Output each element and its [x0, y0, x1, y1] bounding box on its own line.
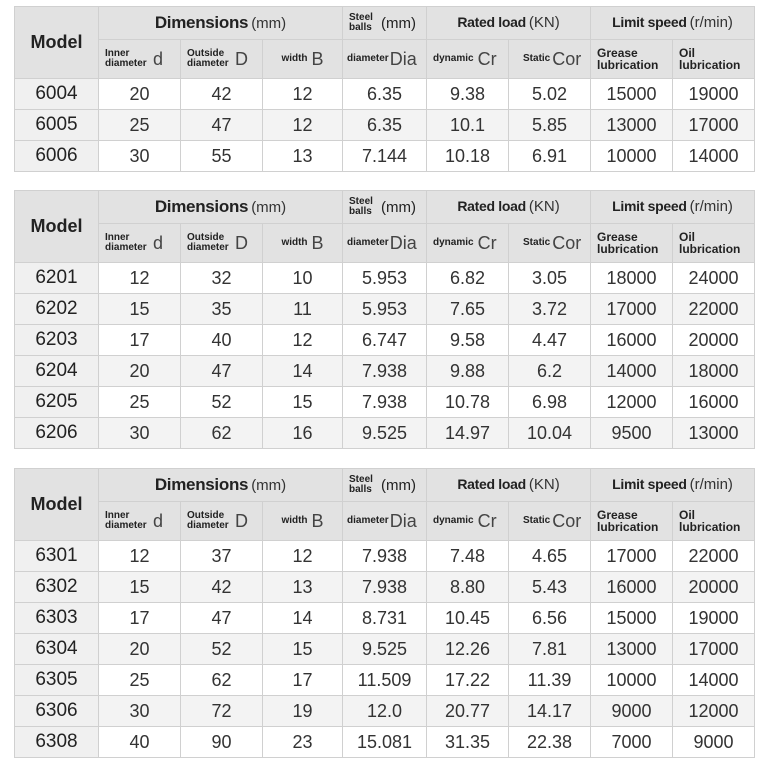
width-label: width — [281, 237, 308, 248]
dynamic-header — [427, 502, 509, 541]
width-header — [263, 40, 343, 79]
outside-diameter-label: Outside diameter — [187, 232, 229, 253]
steel-balls-title: Steel balls — [349, 12, 373, 33]
dynamic-header — [427, 40, 509, 79]
dimensions-header — [99, 191, 343, 224]
grease-lubrication-label: Grease lubrication — [597, 508, 659, 534]
grease-speed-cell: 15000 — [591, 603, 673, 634]
outside-diameter-symbol: D — [235, 510, 248, 531]
model-header: Model — [15, 191, 99, 263]
inner-diameter-cell: 25 — [99, 387, 181, 418]
static-load-cell: 6.91 — [509, 141, 591, 172]
model-cell: 6303 — [15, 603, 99, 634]
oil-speed-cell: 20000 — [673, 325, 755, 356]
outside-diameter-cell: 47 — [181, 356, 263, 387]
table-row — [15, 634, 755, 665]
dynamic-load-cell: 6.82 — [427, 263, 509, 294]
inner-diameter-cell: 15 — [99, 572, 181, 603]
dimensions-title: Dimensions — [154, 13, 249, 32]
ball-diameter-cell: 5.953 — [343, 294, 427, 325]
ball-diameter-cell: 11.509 — [343, 665, 427, 696]
steel-balls-unit: (mm) — [381, 14, 416, 32]
dynamic-label: dynamic — [433, 515, 474, 526]
diameter-symbol: Dia — [389, 510, 417, 531]
table-row — [15, 665, 755, 696]
limit-speed-title: Limit speed — [612, 198, 687, 214]
model-cell: 6302 — [15, 572, 99, 603]
width-cell: 15 — [263, 387, 343, 418]
steel-balls-unit: (mm) — [381, 476, 416, 494]
grease-speed-cell: 16000 — [591, 572, 673, 603]
grease-speed-cell: 17000 — [591, 541, 673, 572]
diameter-header — [343, 40, 427, 79]
grease-lubrication-label: Grease lubrication — [597, 46, 659, 72]
steel-balls-header — [343, 7, 427, 40]
width-cell: 12 — [263, 325, 343, 356]
steel-balls-header — [343, 469, 427, 502]
table-row — [15, 603, 755, 634]
width-header — [263, 502, 343, 541]
dynamic-symbol: Cr — [477, 48, 497, 69]
table-row — [15, 727, 755, 758]
outside-diameter-cell: 52 — [181, 634, 263, 665]
outside-diameter-symbol: D — [235, 232, 248, 253]
model-cell: 6306 — [15, 696, 99, 727]
inner-diameter-cell: 30 — [99, 418, 181, 449]
grease-speed-cell: 13000 — [591, 110, 673, 141]
table-row — [15, 141, 755, 172]
table-row — [15, 418, 755, 449]
dynamic-load-cell: 10.45 — [427, 603, 509, 634]
grease-speed-cell: 12000 — [591, 387, 673, 418]
outside-diameter-cell: 42 — [181, 79, 263, 110]
table-row — [15, 294, 755, 325]
static-load-cell: 14.17 — [509, 696, 591, 727]
limit-speed-unit: (r/min) — [689, 198, 733, 215]
ball-diameter-cell: 6.35 — [343, 110, 427, 141]
rated-load-unit: (KN) — [528, 198, 560, 215]
model-cell: 6301 — [15, 541, 99, 572]
static-symbol: Cor — [552, 48, 582, 69]
model-cell: 6004 — [15, 79, 99, 110]
grease-lubrication-header — [591, 502, 673, 541]
oil-lubrication-header — [673, 224, 755, 263]
static-load-cell: 5.02 — [509, 79, 591, 110]
outside-diameter-cell: 47 — [181, 603, 263, 634]
grease-speed-cell: 13000 — [591, 634, 673, 665]
static-label: Static — [523, 515, 551, 526]
rated-load-unit: (KN) — [528, 476, 560, 493]
table-row — [15, 110, 755, 141]
static-header — [509, 40, 591, 79]
model-cell: 6205 — [15, 387, 99, 418]
static-load-cell: 3.05 — [509, 263, 591, 294]
dynamic-load-cell: 7.65 — [427, 294, 509, 325]
inner-diameter-header — [99, 40, 181, 79]
grease-speed-cell: 18000 — [591, 263, 673, 294]
width-symbol: B — [311, 48, 324, 69]
ball-diameter-cell: 7.938 — [343, 356, 427, 387]
model-cell: 6304 — [15, 634, 99, 665]
inner-diameter-cell: 20 — [99, 356, 181, 387]
static-symbol: Cor — [552, 510, 582, 531]
oil-speed-cell: 13000 — [673, 418, 755, 449]
grease-speed-cell: 10000 — [591, 141, 673, 172]
table-row — [15, 356, 755, 387]
width-cell: 16 — [263, 418, 343, 449]
width-cell: 13 — [263, 141, 343, 172]
static-load-cell: 6.2 — [509, 356, 591, 387]
diameter-label: diameter — [347, 53, 389, 64]
outside-diameter-cell: 55 — [181, 141, 263, 172]
dynamic-load-cell: 17.22 — [427, 665, 509, 696]
width-symbol: B — [311, 510, 324, 531]
limit-speed-header — [591, 7, 755, 40]
static-header — [509, 224, 591, 263]
model-cell: 6202 — [15, 294, 99, 325]
dynamic-label: dynamic — [433, 53, 474, 64]
width-cell: 15 — [263, 634, 343, 665]
ball-diameter-cell: 12.0 — [343, 696, 427, 727]
diameter-label: diameter — [347, 515, 389, 526]
dynamic-load-cell: 10.1 — [427, 110, 509, 141]
rated-load-title: Rated load — [457, 476, 526, 492]
inner-diameter-label: Inner diameter — [105, 510, 147, 531]
grease-speed-cell: 9500 — [591, 418, 673, 449]
outside-diameter-cell: 40 — [181, 325, 263, 356]
dynamic-load-cell: 10.78 — [427, 387, 509, 418]
outside-diameter-label: Outside diameter — [187, 510, 229, 531]
oil-speed-cell: 12000 — [673, 696, 755, 727]
dynamic-load-cell: 7.48 — [427, 541, 509, 572]
rated-load-header — [427, 7, 591, 40]
oil-speed-cell: 17000 — [673, 634, 755, 665]
ball-diameter-cell: 7.938 — [343, 387, 427, 418]
static-load-cell: 4.65 — [509, 541, 591, 572]
width-label: width — [281, 53, 308, 64]
ball-diameter-cell: 8.731 — [343, 603, 427, 634]
dynamic-load-cell: 9.38 — [427, 79, 509, 110]
oil-speed-cell: 18000 — [673, 356, 755, 387]
static-load-cell: 7.81 — [509, 634, 591, 665]
diameter-symbol: Dia — [389, 48, 417, 69]
diameter-header — [343, 502, 427, 541]
outside-diameter-cell: 72 — [181, 696, 263, 727]
static-load-cell: 5.43 — [509, 572, 591, 603]
ball-diameter-cell: 5.953 — [343, 263, 427, 294]
model-cell: 6305 — [15, 665, 99, 696]
oil-speed-cell: 16000 — [673, 387, 755, 418]
table-row — [15, 541, 755, 572]
limit-speed-title: Limit speed — [612, 476, 687, 492]
static-load-cell: 6.56 — [509, 603, 591, 634]
limit-speed-header — [591, 469, 755, 502]
inner-diameter-symbol: d — [153, 510, 164, 531]
grease-lubrication-header — [591, 40, 673, 79]
ball-diameter-cell: 6.35 — [343, 79, 427, 110]
width-cell: 12 — [263, 541, 343, 572]
inner-diameter-cell: 12 — [99, 541, 181, 572]
rated-load-header — [427, 469, 591, 502]
outside-diameter-cell: 47 — [181, 110, 263, 141]
ball-diameter-cell: 15.081 — [343, 727, 427, 758]
outside-diameter-cell: 52 — [181, 387, 263, 418]
oil-speed-cell: 24000 — [673, 263, 755, 294]
outside-diameter-cell: 62 — [181, 418, 263, 449]
static-header — [509, 502, 591, 541]
outside-diameter-cell: 35 — [181, 294, 263, 325]
width-header — [263, 224, 343, 263]
dynamic-load-cell: 31.35 — [427, 727, 509, 758]
static-load-cell: 22.38 — [509, 727, 591, 758]
dynamic-load-cell: 9.88 — [427, 356, 509, 387]
static-load-cell: 5.85 — [509, 110, 591, 141]
grease-lubrication-header — [591, 224, 673, 263]
dimensions-header — [99, 469, 343, 502]
outside-diameter-header — [181, 224, 263, 263]
rated-load-title: Rated load — [457, 198, 526, 214]
dimensions-unit: (mm) — [251, 199, 287, 216]
static-load-cell: 3.72 — [509, 294, 591, 325]
bearing-spec-table-1 — [14, 6, 755, 172]
steel-balls-header — [343, 191, 427, 224]
dynamic-load-cell: 20.77 — [427, 696, 509, 727]
dynamic-label: dynamic — [433, 237, 474, 248]
static-load-cell: 10.04 — [509, 418, 591, 449]
inner-diameter-symbol: d — [153, 232, 164, 253]
steel-balls-title: Steel balls — [349, 474, 373, 495]
dimensions-unit: (mm) — [251, 15, 287, 32]
inner-diameter-cell: 30 — [99, 141, 181, 172]
model-cell: 6203 — [15, 325, 99, 356]
outside-diameter-header — [181, 502, 263, 541]
oil-lubrication-label: Oil lubrication — [679, 230, 741, 256]
width-cell: 12 — [263, 110, 343, 141]
inner-diameter-cell: 17 — [99, 325, 181, 356]
dynamic-load-cell: 12.26 — [427, 634, 509, 665]
rated-load-unit: (KN) — [528, 14, 560, 31]
model-cell: 6308 — [15, 727, 99, 758]
dynamic-symbol: Cr — [477, 232, 497, 253]
table-row — [15, 79, 755, 110]
static-label: Static — [523, 53, 551, 64]
width-cell: 23 — [263, 727, 343, 758]
model-header: Model — [15, 469, 99, 541]
oil-speed-cell: 14000 — [673, 141, 755, 172]
dimensions-unit: (mm) — [251, 477, 287, 494]
diameter-symbol: Dia — [389, 232, 417, 253]
dynamic-load-cell: 10.18 — [427, 141, 509, 172]
dynamic-header — [427, 224, 509, 263]
dimensions-header — [99, 7, 343, 40]
inner-diameter-label: Inner diameter — [105, 48, 147, 69]
oil-speed-cell: 9000 — [673, 727, 755, 758]
oil-lubrication-label: Oil lubrication — [679, 508, 741, 534]
outside-diameter-cell: 62 — [181, 665, 263, 696]
grease-speed-cell: 14000 — [591, 356, 673, 387]
inner-diameter-header — [99, 502, 181, 541]
oil-speed-cell: 17000 — [673, 110, 755, 141]
oil-speed-cell: 19000 — [673, 79, 755, 110]
inner-diameter-cell: 40 — [99, 727, 181, 758]
model-header: Model — [15, 7, 99, 79]
oil-speed-cell: 22000 — [673, 294, 755, 325]
dynamic-load-cell: 9.58 — [427, 325, 509, 356]
diameter-label: diameter — [347, 237, 389, 248]
oil-speed-cell: 20000 — [673, 572, 755, 603]
model-cell: 6006 — [15, 141, 99, 172]
outside-diameter-symbol: D — [235, 48, 248, 69]
dynamic-symbol: Cr — [477, 510, 497, 531]
rated-load-title: Rated load — [457, 14, 526, 30]
grease-speed-cell: 9000 — [591, 696, 673, 727]
outside-diameter-cell: 37 — [181, 541, 263, 572]
inner-diameter-symbol: d — [153, 48, 164, 69]
ball-diameter-cell: 9.525 — [343, 634, 427, 665]
grease-speed-cell: 17000 — [591, 294, 673, 325]
outside-diameter-header — [181, 40, 263, 79]
inner-diameter-label: Inner diameter — [105, 232, 147, 253]
steel-balls-unit: (mm) — [381, 198, 416, 216]
grease-speed-cell: 7000 — [591, 727, 673, 758]
ball-diameter-cell: 6.747 — [343, 325, 427, 356]
oil-speed-cell: 14000 — [673, 665, 755, 696]
static-load-cell: 6.98 — [509, 387, 591, 418]
oil-speed-cell: 19000 — [673, 603, 755, 634]
table-row — [15, 325, 755, 356]
width-cell: 17 — [263, 665, 343, 696]
static-load-cell: 11.39 — [509, 665, 591, 696]
width-cell: 10 — [263, 263, 343, 294]
static-symbol: Cor — [552, 232, 582, 253]
outside-diameter-label: Outside diameter — [187, 48, 229, 69]
table-row — [15, 387, 755, 418]
table-row — [15, 572, 755, 603]
outside-diameter-cell: 90 — [181, 727, 263, 758]
grease-speed-cell: 16000 — [591, 325, 673, 356]
oil-speed-cell: 22000 — [673, 541, 755, 572]
table-row — [15, 263, 755, 294]
outside-diameter-cell: 32 — [181, 263, 263, 294]
outside-diameter-cell: 42 — [181, 572, 263, 603]
width-symbol: B — [311, 232, 324, 253]
steel-balls-title: Steel balls — [349, 196, 373, 217]
ball-diameter-cell: 9.525 — [343, 418, 427, 449]
inner-diameter-cell: 17 — [99, 603, 181, 634]
oil-lubrication-label: Oil lubrication — [679, 46, 741, 72]
dynamic-load-cell: 8.80 — [427, 572, 509, 603]
inner-diameter-header — [99, 224, 181, 263]
oil-lubrication-header — [673, 502, 755, 541]
inner-diameter-cell: 15 — [99, 294, 181, 325]
width-cell: 14 — [263, 356, 343, 387]
dimensions-title: Dimensions — [154, 475, 249, 494]
width-cell: 11 — [263, 294, 343, 325]
limit-speed-unit: (r/min) — [689, 476, 733, 493]
inner-diameter-cell: 20 — [99, 634, 181, 665]
dynamic-load-cell: 14.97 — [427, 418, 509, 449]
grease-speed-cell: 10000 — [591, 665, 673, 696]
limit-speed-unit: (r/min) — [689, 14, 733, 31]
dimensions-title: Dimensions — [154, 197, 249, 216]
inner-diameter-cell: 12 — [99, 263, 181, 294]
limit-speed-header — [591, 191, 755, 224]
model-cell: 6005 — [15, 110, 99, 141]
bearing-spec-table-2 — [14, 190, 755, 449]
inner-diameter-cell: 20 — [99, 79, 181, 110]
bearing-spec-table-3 — [14, 468, 755, 758]
width-cell: 12 — [263, 79, 343, 110]
inner-diameter-cell: 30 — [99, 696, 181, 727]
ball-diameter-cell: 7.144 — [343, 141, 427, 172]
inner-diameter-cell: 25 — [99, 665, 181, 696]
model-cell: 6201 — [15, 263, 99, 294]
width-label: width — [281, 515, 308, 526]
inner-diameter-cell: 25 — [99, 110, 181, 141]
limit-speed-title: Limit speed — [612, 14, 687, 30]
model-cell: 6204 — [15, 356, 99, 387]
model-cell: 6206 — [15, 418, 99, 449]
static-load-cell: 4.47 — [509, 325, 591, 356]
width-cell: 19 — [263, 696, 343, 727]
ball-diameter-cell: 7.938 — [343, 572, 427, 603]
rated-load-header — [427, 191, 591, 224]
width-cell: 14 — [263, 603, 343, 634]
oil-lubrication-header — [673, 40, 755, 79]
ball-diameter-cell: 7.938 — [343, 541, 427, 572]
static-label: Static — [523, 237, 551, 248]
width-cell: 13 — [263, 572, 343, 603]
grease-lubrication-label: Grease lubrication — [597, 230, 659, 256]
diameter-header — [343, 224, 427, 263]
table-row — [15, 696, 755, 727]
grease-speed-cell: 15000 — [591, 79, 673, 110]
